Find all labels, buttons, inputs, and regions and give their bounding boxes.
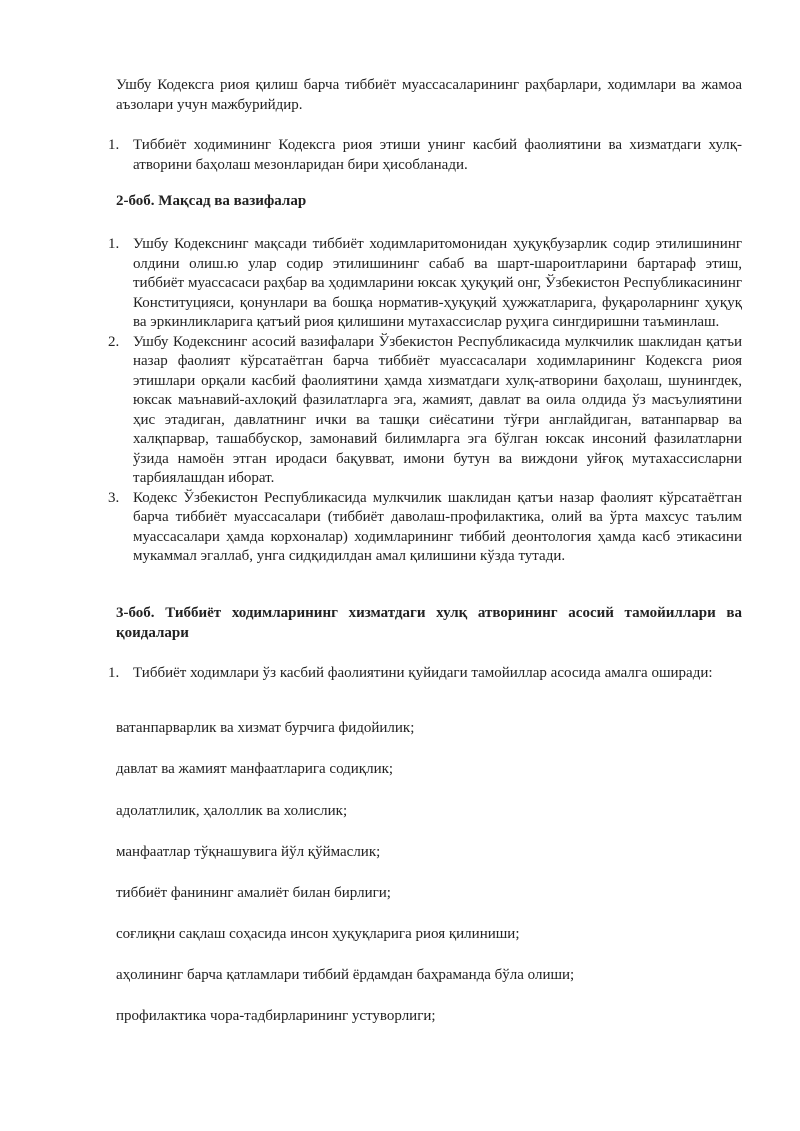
principle-item: тиббиёт фанининг амалиёт билан бирлиги; [116, 885, 391, 901]
list-item-number: 3. [108, 489, 120, 506]
list-item [108, 136, 742, 175]
list-item-number: 1. [108, 236, 120, 252]
chapter-2-heading: 2-боб. Мақсад ва вазифалар [116, 193, 307, 209]
list-item [108, 333, 742, 489]
list-item [108, 235, 742, 333]
principle-item: манфаатлар тўқнашувига йўл қўймаслик; [116, 844, 381, 860]
principle-item: давлат ва жамият манфаатларига содиқлик; [116, 761, 394, 777]
chapter-3-list [108, 664, 742, 684]
list-item-text: Тиббиёт ходимининг Кодексга риоя этиши унинг касбий фаолиятини ва хизматдаги хулқ-атворини баҳолаш мезонларидан бири ҳисобланади. [133, 137, 742, 173]
chapter-3-heading: 3-боб. Тиббиёт ходимларининг хизматдаги хулқ атворининг асосий тамойиллари ва қоидалари [116, 605, 742, 641]
principle-item: аҳолининг барча қатламлари тиббий ёрдамдан баҳраманда бўла олиши; [116, 967, 575, 983]
list-item [108, 489, 742, 567]
intro-paragraph: Ушбу Кодексга риоя қилиш барча тиббиёт муассасаларининг раҳбарлари, ходимлари ва жамоа аъзолари учун мажбурийдир. [116, 77, 742, 113]
list-item-text: Ушбу Кодекснинг асосий вазифалари Ўзбекистон Республикасида мулкчилик шаклидан қатъи назар фаолият кўрсатаётган барча тиббиёт муассасалари ходимларининг Кодексга риоя этишлари орқали касбий фаолиятини ҳамда хизматдаги хулқ-атворини баҳолаш, шунингдек, юксак маънавий-ахлоқий фазилатларга эга, жамият, давлат ва оила олдида ўз масъулиятини ҳис этадиган, давлатнинг ички ва ташқи сиёсатини тўғри англайдиган, ватанпарвар ва халқпарвар, ташаббускор, замонавий билимларга эга бўлган юксак инсоний фазилатларни ўзида намоён этган иродаси бақувват, имони бутун ва виждони уйғоқ мутахассисларни тарбиялашдан иборат. [133, 333, 742, 486]
principle-item: адолатлилик, ҳалоллик ва холислик; [116, 803, 348, 819]
principle-item: соғлиқни сақлаш соҳасида инсон ҳуқуқларига риоя қилиниши; [116, 926, 520, 942]
list-item-text: Ушбу Кодекснинг мақсади тиббиёт ходимларитомонидан ҳуқуқбузарлик содир этилишининг олдини олиш.ю улар содир этилишининг сабаб ва шарт-шароитларини бартараф этиш, тиббиёт муассасаси раҳбар ва ҳодимларини юксак ҳуқуқий онг, Ўзбекистон Республикасининг Конституцияси, қонунлари ва бошқа норматив-ҳуқуқий ҳужжатларига, фуқароларнинг ҳуқуқ ва эркинликларига қатъий риоя қилишини мутахассислар руҳига сингдиришни таъминлаш. [133, 236, 742, 330]
principle-item: профилактика чора-тадбирларининг устуворлиги; [116, 1008, 436, 1024]
list-item-text: Кодекс Ўзбекистон Республикасида мулкчилик шаклидан қатъи назар фаолият кўрсатаётган барча тиббиёт муассасалари (тиббиёт даволаш-профилактика, олий ва ўрта махсус таълим муассасалари ҳамда корхоналар) ходимларининг тиббий деонтология ҳамда касб этикасини мукаммал эгаллаб, унга сидқидилдан амал қилишини кўзда тутади. [133, 489, 742, 564]
principle-item: ватанпарварлик ва хизмат бурчига фидойилик; [116, 720, 415, 736]
list-item-number: 2. [108, 333, 120, 350]
list-item [108, 664, 742, 684]
list-item-number: 1. [108, 137, 120, 153]
item-list-1 [108, 136, 742, 175]
list-item-number: 1. [108, 665, 120, 681]
chapter-2-list [108, 235, 742, 567]
list-item-text: Тиббиёт ходимлари ўз касбий фаолиятини қуйидаги тамойиллар асосида амалга оширади: [133, 665, 713, 681]
